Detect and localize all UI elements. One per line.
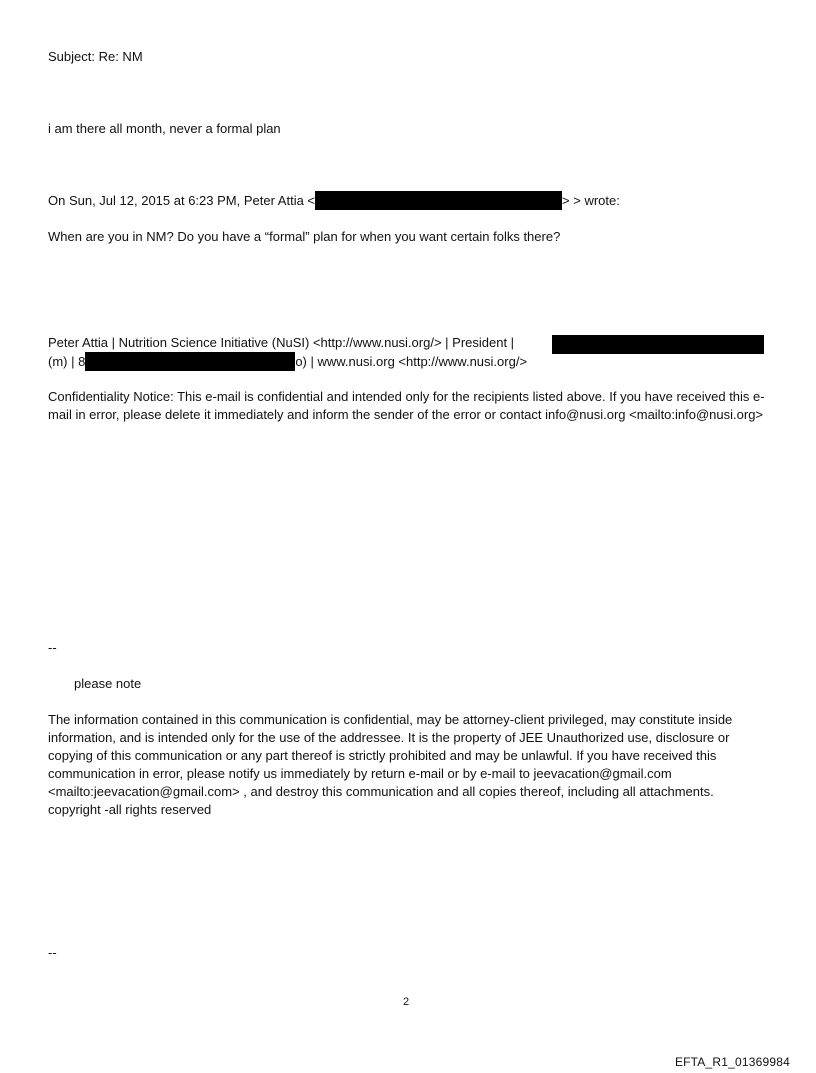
redaction-box: [315, 191, 562, 210]
signature-line-2-prefix: (m) | 8: [48, 354, 86, 369]
quote-header: [48, 191, 620, 210]
signature-line-2-suffix: o) | www.nusi.org <http://www.nusi.org/>: [295, 354, 528, 369]
reply-body: i am there all month, never a formal plan: [48, 121, 281, 136]
redaction-box: [85, 352, 295, 371]
quote-header-suffix: > > wrote:: [562, 193, 620, 208]
signature-line-1: Peter Attia | Nutrition Science Initiative (NuSI) <http://www.nusi.org/> | President |: [48, 335, 515, 350]
separator: --: [48, 640, 57, 655]
disclaimer: The information contained in this communication is confidential, may be attorney-client privileged, may constitute inside information, and is intended only for the use of the addressee. It is the property of JEE Unauthorized use, disclosure or copying of this communication or any part thereof is strictly prohibited and may be unlawful. If you have received this communication in error, please notify us immediately by return e-mail or by e-mail to jeevacation@gmail.com <mailto:jeevacation@gmail.com> , and destroy this communication and all copies thereof, including all attachments. copyright -all rights reserved: [48, 712, 733, 817]
quoted-question: When are you in NM? Do you have a “formal” plan for when you want certain folks there?: [48, 229, 561, 244]
confidentiality-notice: Confidentiality Notice: This e-mail is confidential and intended only for the recipients listed above. If you have received this e-mail in error, please delete it immediately and inform the sender of the error or contact info@nusi.org <mailto:info@nusi.org>: [48, 389, 765, 422]
page-number: 2: [403, 996, 410, 1008]
signature-line-2: [48, 352, 527, 371]
quote-header-prefix: On Sun, Jul 12, 2015 at 6:23 PM, Peter Attia <: [48, 193, 316, 208]
bates-number: EFTA_R1_01369984: [674, 1055, 790, 1069]
email-subject: Subject: Re: NM: [48, 49, 143, 64]
please-note: please note: [74, 676, 142, 691]
separator: --: [48, 945, 57, 960]
redaction-box: [552, 335, 764, 354]
